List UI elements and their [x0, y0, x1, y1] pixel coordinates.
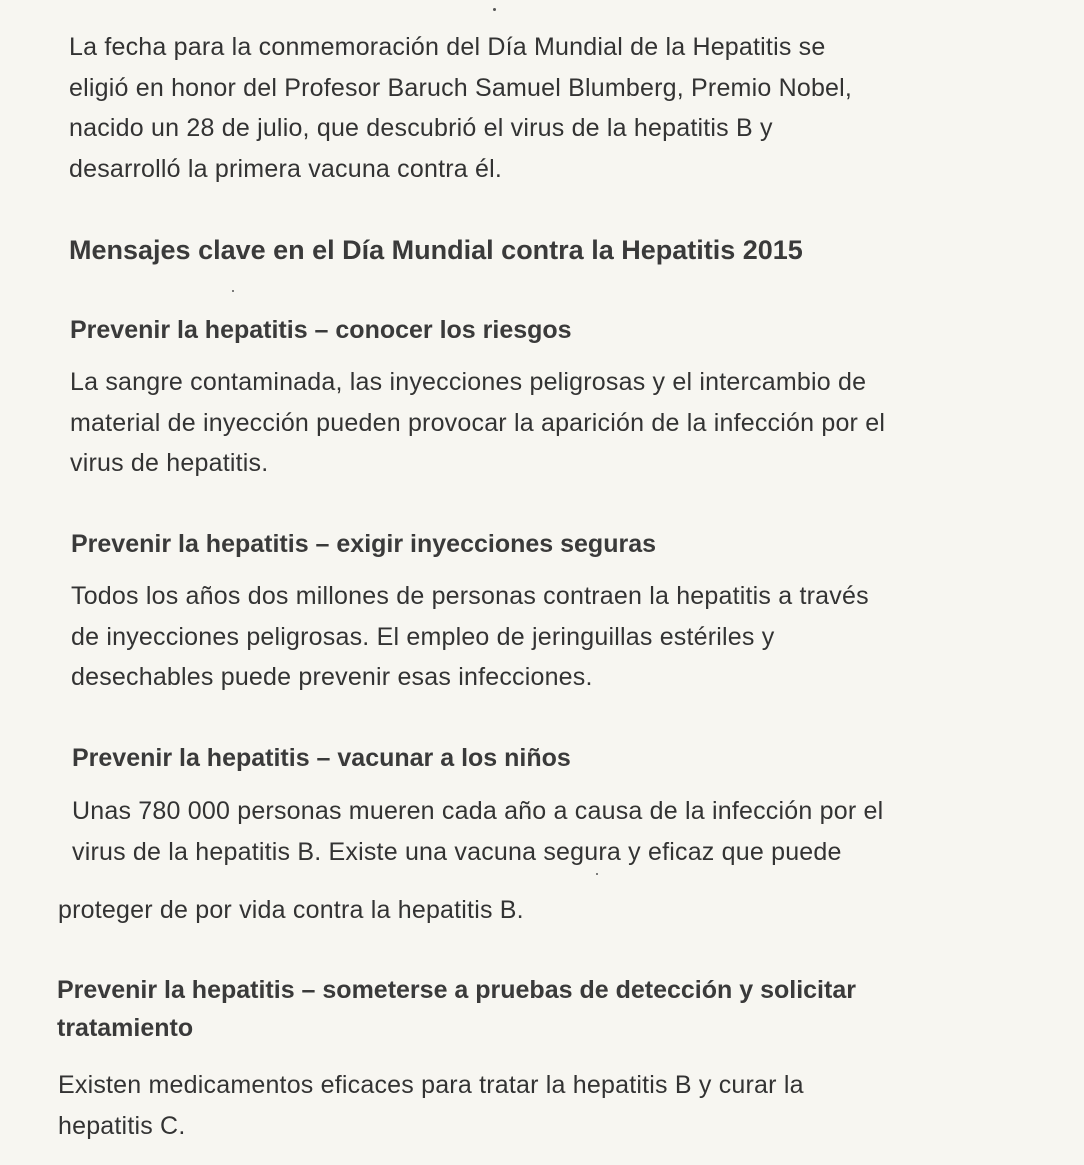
section-body-safe-injections [71, 576, 869, 698]
section-body-line: Existen medicamentos eficaces para tratar la hepatitis B y curar la [58, 1071, 804, 1099]
section-heading-line: Prevenir la hepatitis – vacunar a los niños [72, 744, 571, 772]
section-heading-line: Prevenir la hepatitis – someterse a pruebas de detección y solicitar [57, 976, 856, 1004]
section-body-line: hepatitis C. [58, 1111, 186, 1140]
scan-speck [596, 873, 598, 875]
section-body-continued [58, 890, 524, 931]
section-heading-vaccinate-children [72, 739, 571, 777]
intro-paragraph [69, 27, 852, 189]
section-body-line: virus de la hepatitis B. Existe una vacuna segura y eficaz que puede [72, 837, 842, 866]
section-body-line: desechables puede prevenir esas infecciones. [71, 663, 593, 691]
section-body-line: virus de hepatitis. [70, 449, 269, 477]
section-body-risks [70, 362, 885, 484]
section-heading-line: Prevenir la hepatitis – conocer los riesgos [70, 316, 572, 344]
scan-speck [493, 8, 496, 11]
section-body-line: proteger de por vida contra la hepatitis B. [58, 896, 524, 924]
section-body-vaccinate-children [72, 791, 883, 872]
intro-line: La fecha para la conmemoración del Día Mundial de la Hepatitis se [69, 33, 826, 61]
section-heading-risks [70, 311, 572, 349]
intro-line: eligió en honor del Profesor Baruch Samuel Blumberg, Premio Nobel, [69, 73, 853, 102]
section-body-line: de inyecciones peligrosas. El empleo de jeringuillas estériles y [71, 622, 775, 651]
main-heading: Mensajes clave en el Día Mundial contra la Hepatitis 2015 [69, 235, 803, 265]
section-heading-line: tratamiento [57, 1014, 194, 1042]
section-heading-testing-treatment [57, 971, 856, 1047]
section-body-line: Todos los años dos millones de personas contraen la hepatitis a través [71, 582, 869, 610]
section-heading-safe-injections [71, 525, 656, 563]
section-body-line: Unas 780 000 personas mueren cada año a causa de la infección por el [72, 797, 884, 825]
section-body-line: La sangre contaminada, las inyecciones peligrosas y el intercambio de [70, 368, 867, 396]
section-body-testing-treatment [58, 1065, 804, 1146]
intro-line: desarrolló la primera vacuna contra él. [69, 154, 503, 183]
section-body-line: material de inyección pueden provocar la aparición de la infección por el [70, 408, 886, 437]
scan-speck [232, 290, 234, 292]
section-heading-line: Prevenir la hepatitis – exigir inyecciones seguras [71, 530, 656, 558]
intro-line: nacido un 28 de julio, que descubrió el virus de la hepatitis B y [69, 114, 773, 142]
